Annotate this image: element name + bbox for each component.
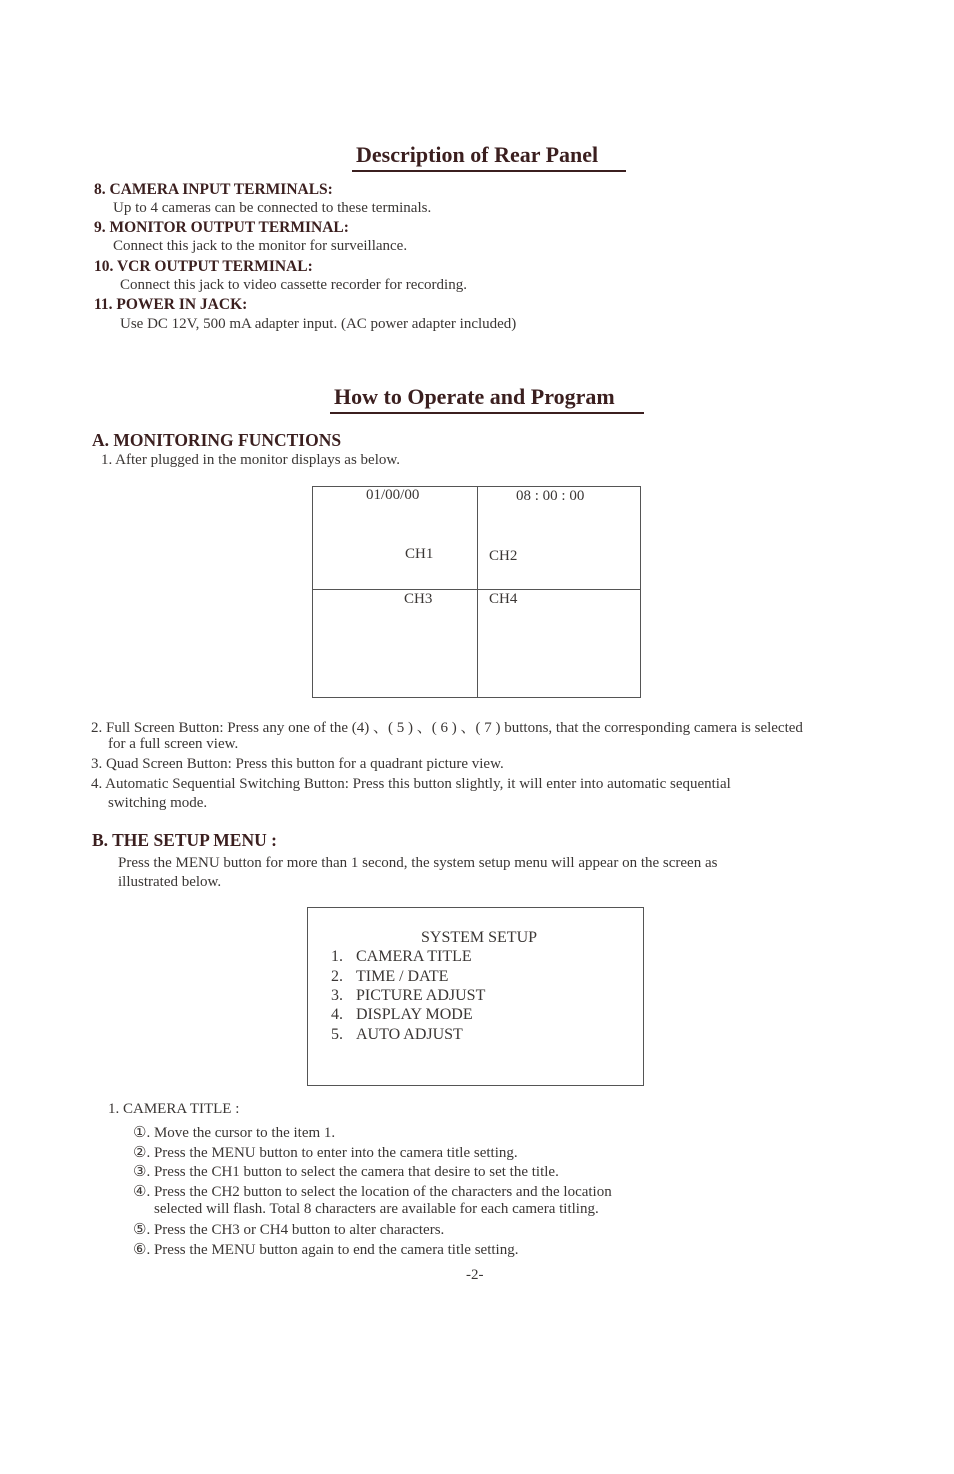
step-4-line1: 4. Automatic Sequential Switching Button: Press this button slightly, it will enter into automatic sequential bbox=[91, 776, 731, 792]
monitor-time: 08 : 00 : 00 bbox=[516, 488, 585, 504]
menu-title: SYSTEM SETUP bbox=[421, 929, 538, 946]
step-2-line2: for a full screen view. bbox=[108, 736, 239, 752]
rear-item-11-desc: Use DC 12V, 500 mA adapter input. (AC power adapter included) bbox=[120, 316, 517, 332]
section-a-step1: 1. After plugged in the monitor displays as below. bbox=[101, 452, 400, 468]
rear-item-9-desc: Connect this jack to the monitor for surveillance. bbox=[113, 238, 408, 254]
menu-item-3-num: 3. bbox=[331, 987, 343, 1004]
monitor-date: 01/00/00 bbox=[366, 487, 420, 503]
step-4-line2: switching mode. bbox=[108, 795, 208, 811]
monitor-ch3-label: CH3 bbox=[404, 591, 433, 607]
camera-title-step-2: ②. Press the MENU button to enter into the camera title setting. bbox=[133, 1145, 518, 1161]
camera-title-step-1: ①. Move the cursor to the item 1. bbox=[133, 1125, 336, 1141]
rear-item-8-term: 8. CAMERA INPUT TERMINALS: bbox=[94, 181, 333, 198]
menu-item-display-mode: DISPLAY MODE bbox=[356, 1006, 473, 1023]
menu-item-picture-adjust: PICTURE ADJUST bbox=[356, 987, 486, 1004]
menu-item-4-num: 4. bbox=[331, 1006, 343, 1023]
rear-item-8-desc: Up to 4 cameras can be connected to these terminals. bbox=[113, 200, 432, 216]
page-number: -2- bbox=[466, 1267, 484, 1283]
monitor-ch4-label: CH4 bbox=[489, 591, 518, 607]
rear-item-10-desc: Connect this jack to video cassette recorder for recording. bbox=[120, 277, 467, 293]
camera-title-step-6: ⑥. Press the MENU button again to end the camera title setting. bbox=[133, 1242, 519, 1258]
camera-title-step-4-cont: selected will flash. Total 8 characters are available for each camera titling. bbox=[154, 1201, 599, 1217]
rear-item-11-term: 11. POWER IN JACK: bbox=[94, 296, 248, 313]
monitor-ch1-label: CH1 bbox=[405, 546, 434, 562]
menu-item-auto-adjust: AUTO ADJUST bbox=[356, 1026, 463, 1043]
step-2-line1: 2. Full Screen Button: Press any one of the (4) 、( 5 ) 、( 6 ) 、( 7 ) buttons, that the corresponding camera is selected bbox=[91, 720, 803, 736]
monitor-ch2-label: CH2 bbox=[489, 548, 518, 564]
camera-title-step-4: ④. Press the CH2 button to select the location of the characters and the location bbox=[133, 1184, 612, 1200]
camera-title-step-3: ③. Press the CH1 button to select the camera that desire to set the title. bbox=[133, 1164, 559, 1180]
rear-item-10-term: 10. VCR OUTPUT TERMINAL: bbox=[94, 258, 313, 275]
camera-title-heading: 1. CAMERA TITLE : bbox=[108, 1101, 240, 1117]
rear-panel-title: Description of Rear Panel bbox=[352, 142, 626, 172]
camera-title-step-5: ⑤. Press the CH3 or CH4 button to alter characters. bbox=[133, 1222, 445, 1238]
rear-item-9-term: 9. MONITOR OUTPUT TERMINAL: bbox=[94, 219, 349, 236]
section-b-heading: B. THE SETUP MENU : bbox=[92, 830, 277, 850]
step-3: 3. Quad Screen Button: Press this button for a quadrant picture view. bbox=[91, 756, 504, 772]
section-a-heading: A. MONITORING FUNCTIONS bbox=[92, 430, 342, 450]
monitor-divider-horizontal bbox=[312, 589, 640, 590]
operate-title: How to Operate and Program bbox=[330, 384, 644, 414]
section-b-intro-line1: Press the MENU button for more than 1 second, the system setup menu will appear on the screen as bbox=[118, 855, 718, 871]
section-b-intro-line2: illustrated below. bbox=[118, 874, 222, 890]
menu-item-5-num: 5. bbox=[331, 1026, 343, 1043]
menu-item-1-num: 1. bbox=[331, 948, 343, 965]
monitor-divider-vertical bbox=[477, 486, 478, 697]
menu-item-camera-title: CAMERA TITLE bbox=[356, 948, 472, 965]
menu-item-2-num: 2. bbox=[331, 968, 343, 985]
menu-item-time-date: TIME / DATE bbox=[356, 968, 449, 985]
